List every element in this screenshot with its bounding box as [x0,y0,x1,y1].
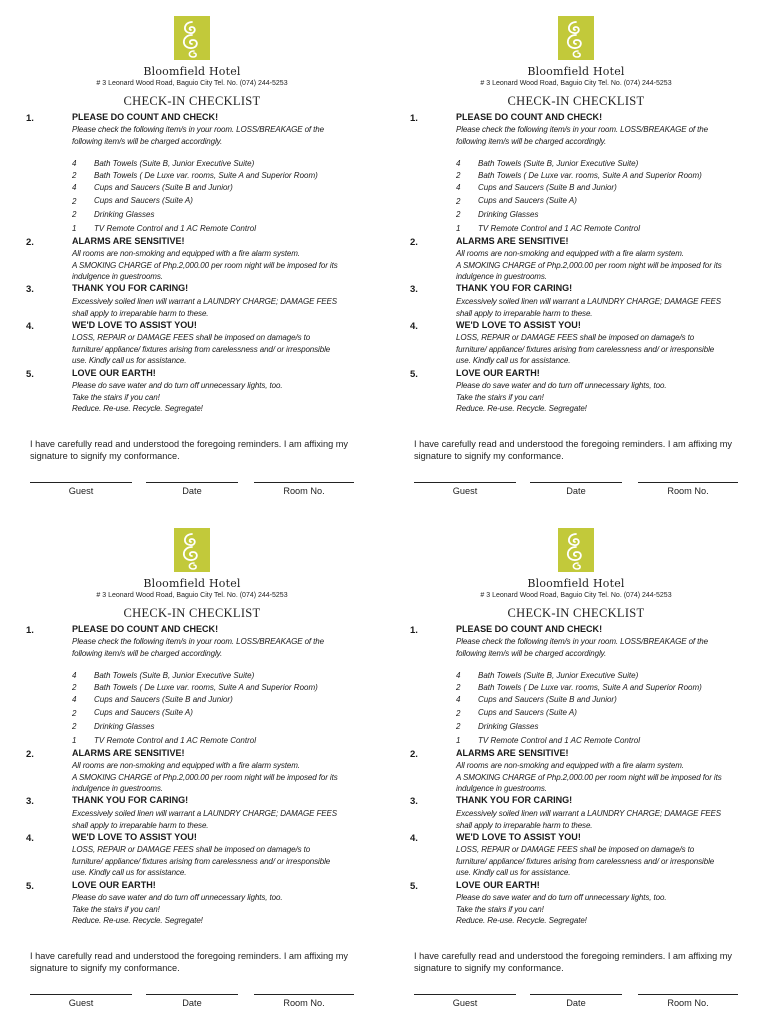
section-heading: THANK YOU FOR CARING! [72,283,189,294]
section-body-line: shall apply to irreparable harm to these. [72,820,209,830]
section-body-line: use. Kindly call us for assistance. [456,868,571,877]
section-body-line: LOSS, REPAIR or DAMAGE FEES shall be imposed on damage/s to [72,845,311,854]
checklist-card-4 [384,512,768,1024]
section-body-line: Please check the following item/s in your room. LOSS/BREAKAGE of the [72,125,324,134]
section-body-line: Reduce. Re-use. Recycle. Segregate! [456,404,587,413]
checklist-card-2 [384,0,768,512]
room-number-label: Room No. [667,998,709,1008]
section-body-line: LOSS, REPAIR or DAMAGE FEES shall be imposed on damage/s to [72,333,311,342]
guest-label: Guest [452,486,478,496]
item-quantity: 2 [456,171,461,180]
section-heading: LOVE OUR EARTH! [72,368,156,379]
bloomfield-logo-icon [558,16,594,60]
item-description: Bath Towels ( De Luxe var. rooms, Suite A and Superior Room) [478,683,702,692]
room-number-line[interactable] [254,482,354,483]
item-quantity: 4 [72,159,77,168]
section-number: 3. [410,284,418,295]
section-body-line: furniture/ appliance/ fixtures arising from carelessness and/ or irresponsible [72,856,331,866]
section-body-line: Excessively soiled linen will warrant a LAUNDRY CHARGE; DAMAGE FEES [72,809,337,818]
section-body [72,380,362,415]
section-body-line: Please check the following item/s in your room. LOSS/BREAKAGE of the [456,637,708,646]
section-heading: ALARMS ARE SENSITIVE! [456,236,569,247]
section-number: 2. [410,749,418,760]
section-heading: ALARMS ARE SENSITIVE! [72,748,185,759]
section-body-line: All rooms are non-smoking and equipped with a fire alarm system. [456,761,684,770]
hotel-name: Bloomfield Hotel [143,65,241,78]
checklist-title: CHECK-IN CHECKLIST [507,94,645,108]
item-quantity: 2 [456,709,461,718]
section-heading: LOVE OUR EARTH! [456,368,540,379]
section-heading: ALARMS ARE SENSITIVE! [72,236,185,247]
section-number: 5. [26,881,34,892]
section-number: 1. [26,625,34,636]
section-body [456,760,746,795]
section-number: 5. [410,369,418,380]
section-body-line: indulgence in guestrooms. [72,784,163,793]
guest-signature-line[interactable] [414,482,516,483]
guest-label: Guest [68,486,94,496]
bloomfield-logo-icon [558,528,594,572]
section-body [72,296,362,319]
item-quantity: 4 [72,183,77,192]
section-body [456,296,746,319]
item-quantity: 4 [456,183,461,192]
item-quantity: 4 [72,695,77,704]
section-body [456,844,746,879]
section-body [456,248,746,283]
section-number: 3. [26,796,34,807]
section-body-line: LOSS, REPAIR or DAMAGE FEES shall be imposed on damage/s to [456,333,695,342]
section-heading: WE'D LOVE TO ASSIST YOU! [456,320,581,331]
section-body-line: indulgence in guestrooms. [456,784,547,793]
section-body-line: following item/s will be charged accordingly. [456,136,607,146]
guest-signature-line[interactable] [30,994,132,995]
section-body-line: use. Kindly call us for assistance. [72,356,187,365]
hotel-address: # 3 Leonard Wood Road, Baguio City Tel. No. (074) 244-5253 [480,592,672,599]
section-heading: THANK YOU FOR CARING! [72,795,189,806]
section-body [72,892,362,927]
section-body-line: Please check the following item/s in your room. LOSS/BREAKAGE of the [456,125,708,134]
item-quantity: 2 [456,197,461,206]
item-description: TV Remote Control and 1 AC Remote Control [478,224,640,233]
guest-signature-line[interactable] [30,482,132,483]
section-body [72,248,362,283]
conformance-statement: I have carefully read and understood the foregoing reminders. I am affixing my signature to signify my conformance. [30,439,348,461]
section-body [72,808,362,831]
section-body-line: furniture/ appliance/ fixtures arising from carelessness and/ or irresponsible [456,344,715,354]
item-description: Cups and Saucers (Suite A) [94,196,193,205]
section-number: 4. [410,321,418,332]
bloomfield-logo-icon [174,528,210,572]
section-body-line: following item/s will be charged accordingly. [72,648,223,658]
section-heading: PLEASE DO COUNT AND CHECK! [456,112,603,123]
section-number: 1. [410,113,418,124]
hotel-address: # 3 Leonard Wood Road, Baguio City Tel. No. (074) 244-5253 [480,80,672,87]
section-body-line: furniture/ appliance/ fixtures arising from carelessness and/ or irresponsible [456,856,715,866]
section-body [72,760,362,795]
section-body-line: Take the stairs if you can! [72,904,160,914]
section-heading: THANK YOU FOR CARING! [456,283,573,294]
section-heading: PLEASE DO COUNT AND CHECK! [72,112,219,123]
section-number: 4. [26,833,34,844]
item-description: Drinking Glasses [478,722,539,731]
section-number: 4. [26,321,34,332]
room-number-label: Room No. [667,486,709,496]
section-body-line: furniture/ appliance/ fixtures arising from carelessness and/ or irresponsible [72,344,331,354]
item-quantity: 2 [72,709,77,718]
item-quantity: 2 [72,171,77,180]
conformance-statement: I have carefully read and understood the foregoing reminders. I am affixing my signature to signify my conformance. [414,951,732,973]
section-body-line: indulgence in guestrooms. [456,272,547,281]
section-body-line: use. Kindly call us for assistance. [456,356,571,365]
checklist-card-3 [0,512,384,1024]
item-description: Bath Towels ( De Luxe var. rooms, Suite A and Superior Room) [478,171,702,180]
section-body-line: Excessively soiled linen will warrant a LAUNDRY CHARGE; DAMAGE FEES [72,297,337,306]
hotel-address: # 3 Leonard Wood Road, Baguio City Tel. No. (074) 244-5253 [96,80,288,87]
item-description: Drinking Glasses [94,210,155,219]
section-body-line: Take the stairs if you can! [72,392,160,402]
section-body-line: Please do save water and do turn off unnecessary lights, too. [72,893,283,902]
section-heading: WE'D LOVE TO ASSIST YOU! [72,832,197,843]
hotel-name: Bloomfield Hotel [527,577,625,590]
item-quantity: 1 [456,224,461,233]
section-body-line: Please do save water and do turn off unnecessary lights, too. [456,381,667,390]
item-description: Cups and Saucers (Suite B and Junior) [94,695,233,704]
item-description: Drinking Glasses [478,210,539,219]
section-body [72,844,362,879]
section-body-line: following item/s will be charged accordingly. [456,648,607,658]
item-quantity: 2 [72,722,77,731]
date-signature-line[interactable] [530,482,622,483]
section-body [72,332,362,367]
guest-label: Guest [452,998,478,1008]
section-heading: LOVE OUR EARTH! [456,880,540,891]
checklist-title: CHECK-IN CHECKLIST [507,606,645,620]
section-body-line: A SMOKING CHARGE of Php.2,000.00 per room night will be imposed for its [456,260,722,270]
item-quantity: 2 [456,722,461,731]
item-quantity: 4 [72,671,77,680]
section-heading: PLEASE DO COUNT AND CHECK! [456,624,603,635]
section-heading: WE'D LOVE TO ASSIST YOU! [456,832,581,843]
section-body-line: A SMOKING CHARGE of Php.2,000.00 per room night will be imposed for its [72,260,338,270]
section-body-line: shall apply to irreparable harm to these. [456,820,593,830]
section-body [72,636,362,659]
section-number: 1. [26,113,34,124]
date-signature-line[interactable] [530,994,622,995]
section-body-line: shall apply to irreparable harm to these. [72,308,209,318]
section-heading: ALARMS ARE SENSITIVE! [456,748,569,759]
section-number: 2. [26,237,34,248]
item-quantity: 1 [72,736,77,745]
date-label: Date [566,998,586,1008]
section-body [456,380,746,415]
section-number: 5. [410,881,418,892]
hotel-address: # 3 Leonard Wood Road, Baguio City Tel. No. (074) 244-5253 [96,592,288,599]
item-description: Bath Towels (Suite B, Junior Executive Suite) [478,671,639,680]
section-body-line: Please do save water and do turn off unnecessary lights, too. [72,381,283,390]
section-body-line: All rooms are non-smoking and equipped with a fire alarm system. [456,249,684,258]
item-description: Cups and Saucers (Suite B and Junior) [478,695,617,704]
item-quantity: 1 [456,736,461,745]
section-number: 4. [410,833,418,844]
section-body-line: Excessively soiled linen will warrant a LAUNDRY CHARGE; DAMAGE FEES [456,297,721,306]
section-body [456,892,746,927]
date-label: Date [566,486,586,496]
item-description: TV Remote Control and 1 AC Remote Control [94,224,256,233]
date-signature-line[interactable] [146,482,238,483]
section-body-line: A SMOKING CHARGE of Php.2,000.00 per room night will be imposed for its [72,772,338,782]
item-description: TV Remote Control and 1 AC Remote Control [478,736,640,745]
guest-signature-line[interactable] [414,994,516,995]
item-description: Cups and Saucers (Suite B and Junior) [94,183,233,192]
item-description: Bath Towels ( De Luxe var. rooms, Suite A and Superior Room) [94,171,318,180]
section-heading: LOVE OUR EARTH! [72,880,156,891]
item-description: Bath Towels ( De Luxe var. rooms, Suite A and Superior Room) [94,683,318,692]
section-heading: THANK YOU FOR CARING! [456,795,573,806]
item-description: Bath Towels (Suite B, Junior Executive Suite) [94,671,255,680]
item-quantity: 4 [456,159,461,168]
item-quantity: 2 [72,210,77,219]
checklist-title: CHECK-IN CHECKLIST [123,606,261,620]
room-number-label: Room No. [283,486,325,496]
item-description: Drinking Glasses [94,722,155,731]
section-body-line: Reduce. Re-use. Recycle. Segregate! [72,916,203,925]
checklist-title: CHECK-IN CHECKLIST [123,94,261,108]
item-description: Cups and Saucers (Suite A) [478,196,577,205]
item-description: TV Remote Control and 1 AC Remote Control [94,736,256,745]
hotel-name: Bloomfield Hotel [143,577,241,590]
section-body-line: Take the stairs if you can! [456,392,544,402]
conformance-statement: I have carefully read and understood the foregoing reminders. I am affixing my signature to signify my conformance. [414,439,732,461]
section-body [456,332,746,367]
section-body-line: All rooms are non-smoking and equipped with a fire alarm system. [72,249,300,258]
room-number-line[interactable] [638,482,738,483]
section-body [456,124,746,147]
item-quantity: 2 [72,683,77,692]
section-number: 2. [410,237,418,248]
section-number: 5. [26,369,34,380]
bloomfield-logo-icon [174,16,210,60]
conformance-statement: I have carefully read and understood the foregoing reminders. I am affixing my signature to signify my conformance. [30,951,348,973]
section-body-line: Reduce. Re-use. Recycle. Segregate! [456,916,587,925]
section-body [456,808,746,831]
hotel-name: Bloomfield Hotel [527,65,625,78]
guest-label: Guest [68,998,94,1008]
section-body-line: A SMOKING CHARGE of Php.2,000.00 per room night will be imposed for its [456,772,722,782]
section-heading: PLEASE DO COUNT AND CHECK! [72,624,219,635]
section-number: 3. [26,284,34,295]
item-quantity: 2 [456,683,461,692]
item-description: Bath Towels (Suite B, Junior Executive Suite) [478,159,639,168]
room-number-label: Room No. [283,998,325,1008]
item-quantity: 2 [72,197,77,206]
section-body-line: All rooms are non-smoking and equipped with a fire alarm system. [72,761,300,770]
room-number-line[interactable] [638,994,738,995]
section-body-line: Please do save water and do turn off unnecessary lights, too. [456,893,667,902]
item-quantity: 2 [456,210,461,219]
section-body-line: shall apply to irreparable harm to these. [456,308,593,318]
item-description: Bath Towels (Suite B, Junior Executive Suite) [94,159,255,168]
section-body-line: Take the stairs if you can! [456,904,544,914]
section-body [456,636,746,659]
item-description: Cups and Saucers (Suite B and Junior) [478,183,617,192]
section-number: 2. [26,749,34,760]
date-signature-line[interactable] [146,994,238,995]
section-body-line: following item/s will be charged accordingly. [72,136,223,146]
section-body-line: Reduce. Re-use. Recycle. Segregate! [72,404,203,413]
item-quantity: 4 [456,695,461,704]
item-description: Cups and Saucers (Suite A) [94,708,193,717]
section-body-line: LOSS, REPAIR or DAMAGE FEES shall be imposed on damage/s to [456,845,695,854]
date-label: Date [182,486,202,496]
section-body [72,124,362,147]
item-description: Cups and Saucers (Suite A) [478,708,577,717]
section-heading: WE'D LOVE TO ASSIST YOU! [72,320,197,331]
item-quantity: 4 [456,671,461,680]
room-number-line[interactable] [254,994,354,995]
section-body-line: indulgence in guestrooms. [72,272,163,281]
section-body-line: Please check the following item/s in your room. LOSS/BREAKAGE of the [72,637,324,646]
item-quantity: 1 [72,224,77,233]
section-number: 1. [410,625,418,636]
checklist-card-1 [0,0,384,512]
section-number: 3. [410,796,418,807]
date-label: Date [182,998,202,1008]
section-body-line: use. Kindly call us for assistance. [72,868,187,877]
section-body-line: Excessively soiled linen will warrant a LAUNDRY CHARGE; DAMAGE FEES [456,809,721,818]
